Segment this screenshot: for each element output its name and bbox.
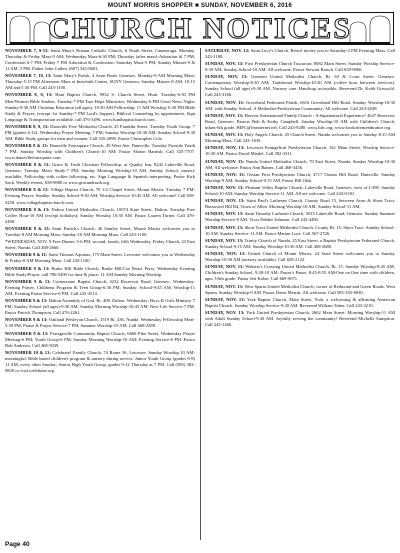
church-entry: NOVEMBER 7, 10, 13: Saint Mary's Parish, 4 Avon Road, Geneseo. Monday-8 AM Morning Mass; Thursday-5:15 PM Afternoon Mass at Interfaith Center, SUNY Geneseo; Sunday Masses-8 AM, 10:15 AM and 5:30 PM. Call 243-1100. — [5, 73, 195, 91]
church-entry: SUNDAY, NOV. 13: Short Tract United Methodist Church, County Rt. 15, Short Tract. Sunday School-10 AM. Sunday Service-11 AM. Pastor Marian Luce. Call 567-2726. — [205, 224, 395, 236]
church-entry: SUNDAY, NOV. 13: First Presbyterian Church Tuscarora, 8082 Main Street. Sunday Worship Service-9:30 AM; Sunday School-10 AM. All welcome. Pastor Stewart Baisch. Call 658-9860. — [205, 61, 395, 73]
church-entry: *WEDNESDAY, NOV. 9 Free Dinner, 5-6 PM, second, fourth, fifth Wednesday, Friday Church, 23 East Street, Nunda. Call 468-2660. — [5, 239, 195, 251]
right-column — [205, 48, 395, 538]
church-entry: NOVEMBER 9 & 13: Burke Hill Bible Church, Burke Hill/Coe Road, Perry. Wednesday Evening Bible Study/Prayer, call 786-5490 for time & place; 11 AM Sunday Morning Worship. — [5, 265, 195, 277]
church-entry: SUNDAY, NOV. 13: Harvest International Family Church - A Supernatural Experience! 4647 Reservoir Road, Geneseo. Pastors Bob & Kathy Campbell. Sunday Worship-10 AM with Children's Church, infant-6th grade. HIFC@frontiernet.net. Call 243-9280. www.hifc.org; www.bookofremembrance.org. — [205, 112, 395, 130]
church-entry: SUNDAY, NOV. 13: Trinity Church of Nunda, 25 East Street, a Baptist Presbyterian Federated Church. Sunday School-9:15 AM; Sunday Worship-10:30 AM. Call 468-2680. — [205, 237, 395, 249]
church-entry: SUNDAY, NOV. 13: Holy Angels Church, 45 Church Street, Nunda welcomes you to Sunday-8:15 AM Morning Mass. Call 243-1100. — [205, 132, 395, 144]
church-entry: SUNDAY, NOV. 13: Pleasant Valley Baptist Church, Lakeville Road, Geneseo, west of I-390. Sunday School-10 AM; Sunday Worship Service-11 AM. All are welcome. Call 243-0130. — [205, 185, 395, 197]
church-entry: SUNDAY, NOV. 13: Saint Timothy Lutheran Church, 5015 Lakeville Road, Geneseo. Sunday Summer Worship Service-9 AM. Vicar Debbie Johnson. Call 243-4490. — [205, 211, 395, 223]
church-notices-banner — [6, 12, 394, 45]
church-entry: SATURDAY, NOV. 12: Saint Lucy's Church, Retsof invites you to Saturday-4 PM Evening Mass. Call 243-1100. — [205, 48, 395, 60]
church-entry: NOVEMBER 9 & 13: Oakland Wesleyan Church, 1519 Rt. 436, Nunda. Wednesday Fellowship Meal-5:30 PM, Praise & Prayer Service-7 PM; Summer Worship-10 AM. Call 468-2389. — [5, 317, 195, 329]
church-entry: SUNDAY, NOV. 13: York Baptist Church, Main Street, York, a welcoming & affirming American Baptist Church. Sunday Worship Service-9:30 AM. Reverend William Tuber. Call 243-3210. — [205, 296, 395, 308]
church-entry: NOVEMBER 8 & 13: Saint Patrick's Church, 46 Stanley Street, Mount Morris welcomes you to Tuesday-8 AM Morning Mass; Sunday-10 AM Morning Mass. Call 243-1100. — [5, 225, 195, 237]
church-entry: NOVEMBER 9 & 13: Cornerstone Baptist Church, 4232 Reservoir Road, Geneseo. Wednesday: Evening Prayer, Childrens Program & Teen Group-6:30 PM; Sunday: School-9:45 AM; Worship-11 AM; Evening Praise Service-6 PM. Call 243-4514. — [5, 278, 195, 296]
church-entry: SUNDAY, NOV. 13: York United Presbyterian Church, 2662 Main Street. Morning Worship-11 AM with Adult Sunday School-9:30 AM. Joyfully serving the community! Reverend Michelle Sumption. Call 243-1266. — [205, 310, 395, 328]
masthead: MOUNT MORRIS SHOPPER ■ SUNDAY, NOVEMBER 6, 2016 — [107, 2, 293, 9]
church-entry: NOVEMBER 8 & 13: Dalton United Methodist Church, 10074 State Street, Dalton. Tuesday Free Coffee Hour-10 AM (except holidays); Sunday Worship 10:30 AM. Pastor Lauren Turner. Call 476-2490. — [5, 206, 195, 224]
left-column — [5, 48, 195, 538]
church-entry: SUNDAY, NOV. 13: Saint Paul's Lutheran Church, County Road 15, between Avon & Short Tract, Basswood Hill Rd, Town of Allen. Morning Worship-10 AM; Sunday School-11 AM. — [205, 198, 395, 210]
church-entry: SUNDAY, NOV. 13: Geneseo United Methodist Church, Rt. 63 & Court Street, Geneseo. Contemporary Worship-8:30 AM; Traditional Worship-10:30 AM (coffee hour between services). Sunday School (all ages)-9:30 AM. Nursery care. Handicap accessible. Reverend Dr. Keith Griswold. Call 243-3160. — [205, 74, 395, 98]
column-divider — [200, 48, 201, 540]
church-entry: NOVEMBER 8 & 13: Grace & Truth Christian Fellowship, at Quality Inn, 8242 Lakeville Road, Geneseo. Tuesday Men's Study-7 PM; Sunday Morning Worship-10 AM, Sunday School, nursery available. Fellowship with coffee following, etc. Sign Language & Spanish interpreting. Pastor Kirk Sack. Weekly events, 658-9880 or www.gracandtruth.org. — [5, 162, 195, 186]
church-entry: NOVEMBER 8, 9, 13: Hunt Baptist Church, 9932 S. Church Street, Hunt. Tuesday-6:30 PM Men/Women Bible Studies; Tuesday-7 PM True Hope Ministries; Wednesday-6 PM Good News Night; Sunday-9:30 AM Christian Education (all ages); 10:30 AM Fellowship; 11 AM Worship; 6:30 PM Bible Study & Prayer; (except 1st Sunday-7 PM Lord's Supper). Biblical Counseling by appointment. Sign Language & Transportation available, call 476-3496. www.huntbaptistchurch.com. — [5, 92, 195, 122]
church-entry: SUNDAY, NOV. 13: Webster's Crossing United Methodist Church, Rt. 15. Sunday Worship-8:45 AM; Children's Sunday School, 9:20-10 AM; Pastor's Pause, 8:45-8:55 AM-One on One time with children, ages 3-6th grade. Pastor Jeri Kober. Call 669-9071. — [205, 264, 395, 282]
church-entry: SUNDAY, NOV. 13: Nunda United Methodist Church, 70 East Street, Nunda. Sunday Worship-10:30 AM. All welcome. Pastor Ann Baines. Call 468-3456. — [205, 158, 395, 170]
church-entry: SUNDAY, NOV. 13: West Sparta United Methodist Church, corner of Redmond and Green Roads, West Sparta. Sunday Worship-9 AM. Pastor Dawn Merritt. All welcome. Call 585-335-8030. — [205, 283, 395, 295]
church-entry: SUNDAY, NOV. 13: Ossian First Presbyterian Church, 4717 Ossian Hill Road, Dansville. Sunday Worship-9 AM; Sunday School-9:15 AM. Pastor Bill Olds. — [205, 171, 395, 183]
banner-title: CHURCH NOTICES — [48, 11, 352, 45]
church-entry: NOVEMBER 8 & 13: Village Baptist Church, 70 1/2 Chapel Street, Mount Morris. Tuesday 7 PM-Evening Prayer; Sunday: Sunday School-9:30 AM; Worship Service-10:45 AM. All welcome! Call 658-3258. www.villagebaptistchurch.com. — [5, 187, 195, 205]
church-entry: NOVEMBER 9 & 13: Dalton Assembly of God, Rt. 408, Dalton. Wednesday: Boys & Girls Ministry-7 PM; Sunday School (all ages)-9:30 AM; Sunday Morning Worship-10:45 AM; New Life Service-7 PM. Pastor Patrick Thompson. Call 476-2261. — [5, 298, 195, 316]
church-entry: SUNDAY, NOV. 13: Groveland Federated Parish, 6616 Groveland Hill Road. Sunday Worship-10:30 AM, with Sunday School. A Methodist-Presbyterian Community. All welcome. Call 243-2638. — [205, 99, 395, 111]
church-entry: NOVEMBER 8 & 13: Dansville Foursquare Church, 49 West Ave, Dansville. Tuesday Fireside Youth 7 PM; Sunday Worship with Children's Church-10 AM; Pastor Shawn Harnish. Call 335-7707. www.dansvillefoursquare.com. — [5, 142, 195, 161]
church-entry: SUNDAY, NOV. 13: Leicester Evangelical Presbyterian Church, 161 Main Street. Worship Service-10:30 AM. Pastor David Miedel. Call 382-3311. — [205, 145, 395, 157]
church-entry: NOVEMBER 9 & 13: Portageville Community Baptist Church, 6668 Pike Street, Wednesday Prayer Meeting-6 PM; Youth Group-6 PM; Sunday Morning Worship-10 AM; Evening Service-6 PM. Pastor Bob Andrews. Call 468-5039. — [5, 330, 195, 348]
church-entry: NOVEMBER 10 & 13: Celebrate! Family Church, 74 Route 36, Leicester. Sunday Worship 10 AM-meaningful, Bible based children's program & nursery during service. Junior Youth Group (grades 6-8) 11 AM, every other Sunday; Senior High Youth Group, grades 9-12 Thursday at 7 PM. Call (585) 382-9830 or visit icelebrate.org. — [5, 349, 195, 373]
church-entry: NOVEMBER 8, 9, 13: Dansville Free Methodist Church, 25 Franklin Street. Tuesday Youth Group, 7 PM (grades 6-12); Wednesday Prayer Meeting, 7 PM; Sunday Worship-10:30 AM, Sunday School-9:30 AM. Bible Study groups for men and women. Call 335-2898. Pastor Christopher Cole. — [5, 123, 195, 141]
church-entry: SUNDAY, NOV. 13: United Church of Mount Morris, 24 State Street welcomes you to Sunday Worship-10:30 AM (nursery available). Call 658-2122. — [205, 251, 395, 263]
page-number: Page 40 — [5, 541, 30, 548]
church-entry: NOVEMBER 7, 9-13: Saint Mary's Roman Catholic Church, 6 North Street, Canaseraga. Monday, Thursday & Friday Mass-9 AM; Wednesday Mass-6:30 PM; Thursday (after mass)-Adoration til 7 PM, Confession 6-7 PM; Friday-7 PM Adoration & Confession; Saturday Mass-5 PM; Sunday Masses-9 & 11 AM, 5 PM. Father John Cullen. (607) 545-8601. — [5, 48, 195, 72]
church-entry: NOVEMBER 9 & 11: Saint Thomas Aquinas, 175 Main Street, Leicester welcomes you to Wednesday & Friday-8 AM Morning Mass. Call 243-1100. — [5, 252, 195, 264]
